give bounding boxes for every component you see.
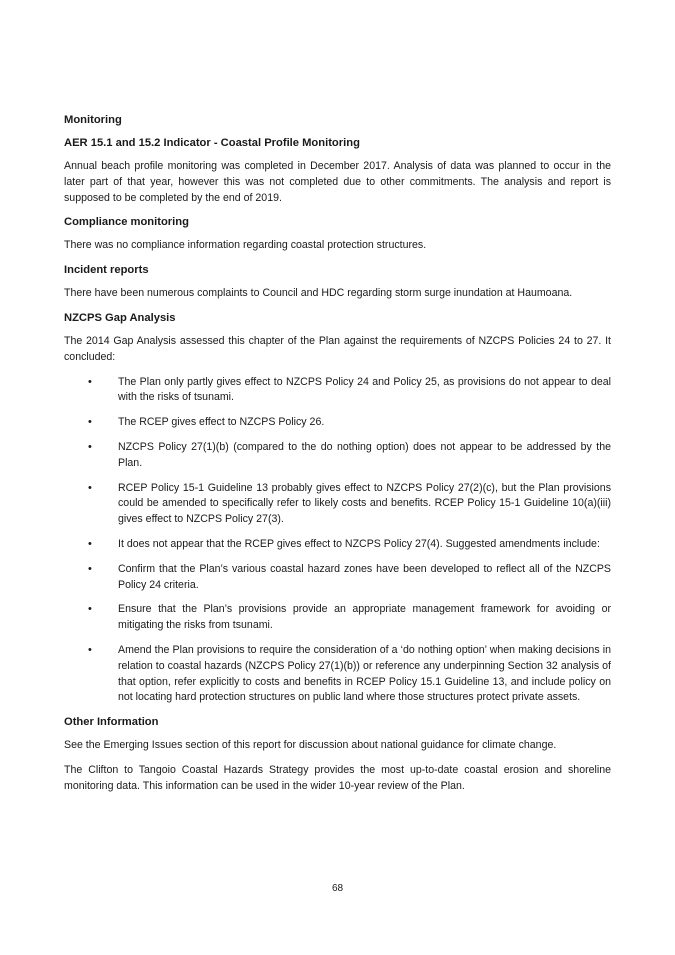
list-item (64, 375, 611, 407)
heading-compliance: Compliance monitoring (64, 216, 189, 229)
heading-other-information: Other Information (64, 716, 159, 729)
list-item (64, 643, 611, 706)
heading-aer: AER 15.1 and 15.2 Indicator - Coastal Profile Monitoring (64, 137, 360, 149)
heading-monitoring: Monitoring (64, 114, 122, 126)
list-item-text: It does not appear that the RCEP gives effect to NZCPS Policy 27(4). Suggested amendments include: (118, 537, 600, 550)
bullet-icon: • (88, 416, 92, 429)
list-item (64, 537, 611, 553)
list-item-text: The Plan only partly gives effect to NZCPS Policy 24 and Policy 25, as provisions do not appear to deal with the risks of tsunami. (118, 375, 611, 404)
bullet-icon: • (88, 643, 92, 656)
gap-analysis-list (64, 375, 611, 707)
heading-gap-analysis: NZCPS Gap Analysis (64, 311, 176, 324)
heading-incident: Incident reports (64, 264, 149, 277)
paragraph-incident: There have been numerous complaints to Council and HDC regarding storm surge inundation at Haumoana. (64, 287, 573, 300)
paragraph-other-2: The Clifton to Tangoio Coastal Hazards Strategy provides the most up-to-date coastal erosion and shoreline monitoring data. This information can be used in the wider 10-year review of the Plan. (64, 763, 611, 792)
bullet-icon: • (88, 603, 92, 616)
list-item-text: The RCEP gives effect to NZCPS Policy 26. (118, 416, 325, 429)
list-item (64, 602, 611, 634)
list-item (64, 481, 611, 528)
list-item (64, 562, 611, 594)
list-item-text: Ensure that the Plan’s provisions provide an appropriate management framework for avoiding or mitigating the risks from tsunami. (118, 603, 611, 632)
list-item-text: RCEP Policy 15-1 Guideline 13 probably gives effect to NZCPS Policy 27(2)(c), but the Plan provisions could be amended to specifically refer to likely costs and benefits. RCEP Policy 15-1 Guideline 10(a)(iii) gives effect to NZCPS Policy 27(3). (118, 481, 611, 526)
bullet-icon: • (88, 562, 92, 575)
paragraph-compliance: There was no compliance information regarding coastal protection structures. (64, 239, 427, 252)
list-item-text: NZCPS Policy 27(1)(b) (compared to the do nothing option) does not appear to be addressed by the Plan. (118, 440, 611, 469)
paragraph-gap-analysis: The 2014 Gap Analysis assessed this chapter of the Plan against the requirements of NZCPS Policies 24 to 27. It concluded: (64, 334, 611, 363)
document-page (64, 113, 611, 804)
paragraph-other-1: See the Emerging Issues section of this report for discussion about national guidance for climate change. (64, 739, 557, 752)
list-item (64, 415, 611, 431)
paragraph-aer: Annual beach profile monitoring was completed in December 2017. Analysis of data was planned to occur in the later part of that year, however this was not completed due to other commitments. The analysis and report is supposed to be completed by the end of 2019. (64, 160, 611, 204)
list-item (64, 440, 611, 472)
page-number: 68 (331, 883, 344, 894)
bullet-icon: • (88, 481, 92, 494)
bullet-icon: • (88, 440, 92, 453)
list-item-text: Amend the Plan provisions to require the consideration of a ‘do nothing option’ when making decisions in relation to coastal hazards (NZCPS Policy 27(1)(b)) or reference any underpinning Section 32 analysis of that option, refer explicitly to costs and benefits in RCEP Policy 15.1 Guideline 13, and include policy on not locating hard protection structures on public land where those structures protect private assets. (118, 643, 611, 704)
bullet-icon: • (88, 375, 92, 388)
bullet-icon: • (88, 537, 92, 550)
list-item-text: Confirm that the Plan’s various coastal hazard zones have been developed to reflect all of the NZCPS Policy 24 criteria. (118, 562, 611, 591)
